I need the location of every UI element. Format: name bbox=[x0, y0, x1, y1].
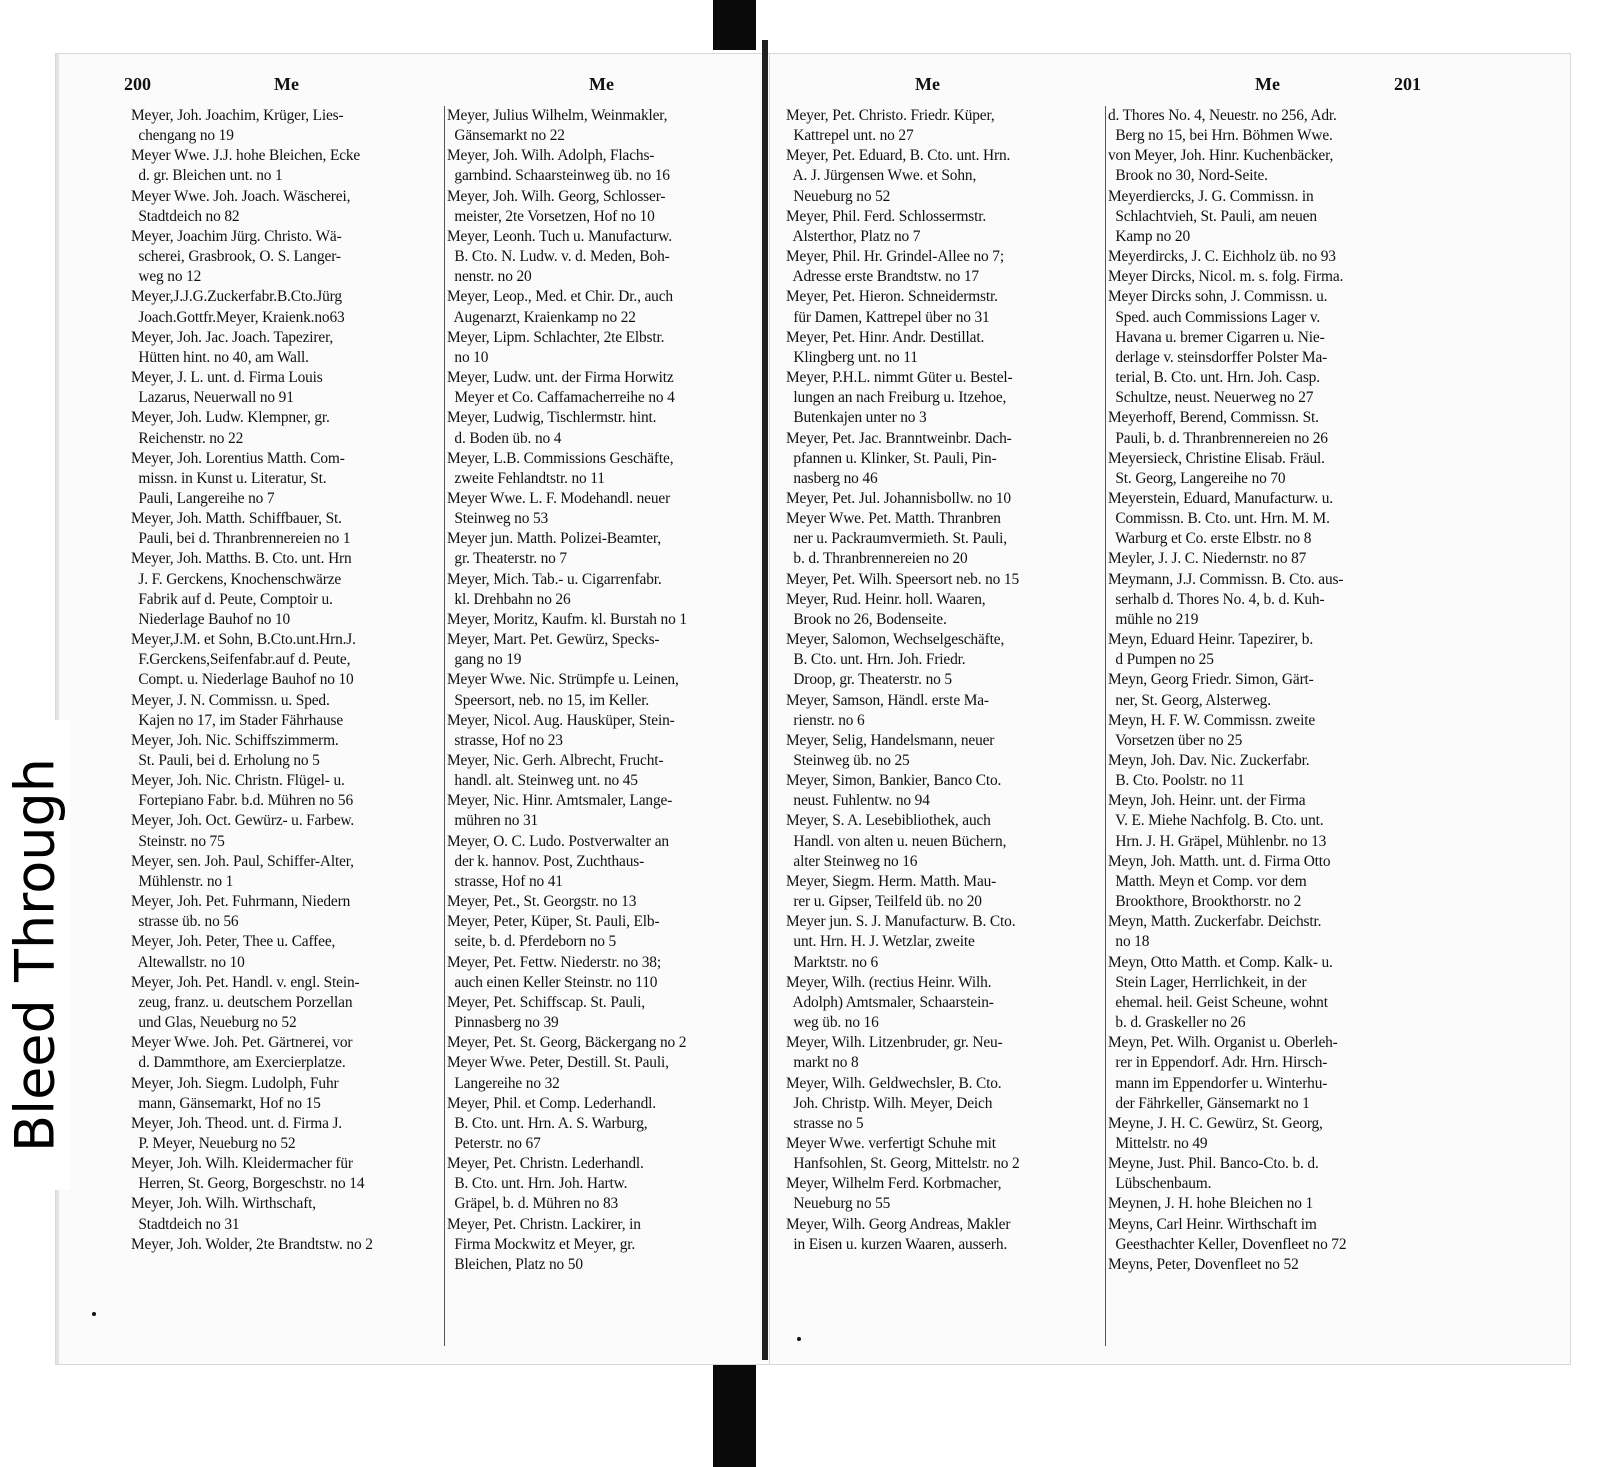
directory-line: Warburg et Co. erste Elbstr. no 8 bbox=[1108, 530, 1312, 548]
directory-line: Speersort, neb. no 15, im Keller. bbox=[447, 691, 650, 709]
directory-line: lungen an nach Freiburg u. Itzehoe, bbox=[786, 389, 1007, 407]
directory-line: Meyer, Samson, Händl. erste Ma- bbox=[786, 691, 989, 709]
directory-line: Hrn. J. H. Gräpel, Mühlenbr. no 13 bbox=[1108, 832, 1327, 850]
directory-line: Lübschenbaum. bbox=[1108, 1175, 1212, 1193]
directory-line: Bleichen, Platz no 50 bbox=[447, 1255, 583, 1273]
directory-line: Meyer, Pet. Jac. Branntweinbr. Dach- bbox=[786, 429, 1012, 447]
directory-line: Meyer,J.J.G.Zuckerfabr.B.Cto.Jürg bbox=[131, 288, 342, 306]
right-page bbox=[770, 54, 1570, 1364]
directory-line: Steinweg üb. no 25 bbox=[786, 752, 910, 769]
directory-line: Meyer, Joh. Nic. Schiffszimmerm. bbox=[131, 731, 339, 749]
directory-line: rer in Eppendorf. Adr. Hrn. Hirsch- bbox=[1108, 1054, 1328, 1072]
running-head-left-col1: Me bbox=[274, 74, 299, 94]
directory-line: strasse, Hof no 23 bbox=[447, 731, 563, 749]
left-column-2 bbox=[447, 106, 765, 1275]
directory-line: Meyer, Leop., Med. et Chir. Dr., auch bbox=[447, 288, 673, 306]
directory-line: Meyer Wwe. Pet. Matth. Thranbren bbox=[786, 510, 1001, 528]
directory-line: Meyer jun. S. J. Manufacturw. B. Cto. bbox=[786, 913, 1016, 931]
directory-line: Alsterthor, Platz no 7 bbox=[786, 227, 921, 245]
directory-line: Meyer, Ludw. unt. der Firma Horwitz bbox=[447, 369, 674, 387]
directory-line: Meyersieck, Christine Elisab. Fräul. bbox=[1108, 449, 1325, 467]
directory-line: Steinstr. no 75 bbox=[131, 832, 225, 850]
directory-line: d Pumpen no 25 bbox=[1108, 651, 1214, 669]
directory-line: Meyer, Joh. Theod. unt. d. Firma J. bbox=[131, 1114, 343, 1132]
directory-line: Meyne, Just. Phil. Banco-Cto. b. d. bbox=[1108, 1155, 1319, 1173]
directory-line: Meyer, Julius Wilhelm, Weinmakler, bbox=[447, 107, 668, 124]
directory-line: gang no 19 bbox=[447, 651, 522, 669]
directory-line: Meyn, Georg Friedr. Simon, Gärt- bbox=[1108, 671, 1314, 689]
directory-line: Schultze, neust. Neuerweg no 27 bbox=[1108, 389, 1314, 407]
directory-line: B. Cto. N. Ludw. v. d. Meden, Boh- bbox=[447, 248, 670, 266]
directory-line: Compt. u. Niederlage Bauhof no 10 bbox=[131, 671, 354, 689]
directory-line: Meyer,J.M. et Sohn, B.Cto.unt.Hrn.J. bbox=[131, 631, 356, 649]
directory-line: Meyer Wwe. Peter, Destill. St. Pauli, bbox=[447, 1054, 669, 1072]
directory-line: Meyer, Joh. Ludw. Klempner, gr. bbox=[131, 409, 330, 427]
directory-line: Meyer, Nic. Hinr. Amtsmaler, Lange- bbox=[447, 792, 673, 810]
directory-line: Meyer, Joh. Jac. Joach. Tapezirer, bbox=[131, 328, 334, 346]
directory-line: Niederlage Bauhof no 10 bbox=[131, 610, 291, 628]
directory-line: meister, 2te Vorsetzen, Hof no 10 bbox=[447, 207, 655, 225]
directory-line: Meyer, Joh. Wilh. Adolph, Flachs- bbox=[447, 147, 655, 165]
directory-line: für Damen, Kattrepel über no 31 bbox=[786, 308, 990, 326]
directory-line: Meyer, Joh. Pet. Fuhrmann, Niedern bbox=[131, 893, 351, 911]
directory-line: Firma Mockwitz et Meyer, gr. bbox=[447, 1235, 636, 1253]
directory-line: ehemal. heil. Geist Scheune, wohnt bbox=[1108, 993, 1328, 1011]
directory-line: Fortepiano Fabr. b.d. Mühren no 56 bbox=[131, 792, 354, 810]
directory-line: Meyer, sen. Joh. Paul, Schiffer-Alter, bbox=[131, 852, 354, 870]
directory-line: Herren, St. Georg, Borgeschstr. no 14 bbox=[131, 1175, 365, 1193]
gutter-bar-bottom bbox=[713, 1355, 756, 1467]
directory-line: Meyer, Joh. Matths. B. Cto. unt. Hrn bbox=[131, 550, 352, 568]
directory-line: Meymann, J.J. Commissn. B. Cto. aus- bbox=[1108, 570, 1344, 588]
directory-line: b. d. Graskeller no 26 bbox=[1108, 1014, 1246, 1032]
directory-line: Pinnasberg no 39 bbox=[447, 1014, 559, 1032]
directory-line: Meyer, Joh. Wilh. Georg, Schlosser- bbox=[447, 187, 666, 205]
directory-line: Meyer, Leonh. Tuch u. Manufacturw. bbox=[447, 227, 672, 245]
directory-line: Meyer Wwe. Nic. Strümpfe u. Leinen, bbox=[447, 671, 679, 689]
directory-line: Butenkajen unter no 3 bbox=[786, 409, 927, 427]
directory-line: strasse no 5 bbox=[786, 1114, 864, 1132]
book-spine bbox=[762, 40, 768, 1360]
directory-line: Meyer, Pet. Christn. Lederhandl. bbox=[447, 1155, 644, 1173]
directory-line: Meyer, Joh. Peter, Thee u. Caffee, bbox=[131, 933, 336, 951]
directory-line: ner, St. Georg, Alsterweg. bbox=[1108, 691, 1271, 709]
directory-line: Meyer, Wilh. Georg Andreas, Makler bbox=[786, 1215, 1011, 1233]
left-column-1 bbox=[131, 106, 443, 1255]
directory-line: Stadtdeich no 31 bbox=[131, 1215, 240, 1233]
directory-line: Hanfsohlen, St. Georg, Mittelstr. no 2 bbox=[786, 1155, 1020, 1173]
directory-line: Meyer, Pet. Hieron. Schneidermstr. bbox=[786, 288, 998, 306]
directory-line: pfannen u. Klinker, St. Pauli, Pin- bbox=[786, 449, 997, 467]
directory-line: Meyns, Peter, Dovenfleet no 52 bbox=[1108, 1255, 1299, 1273]
directory-line: Meyler, J. J. C. Niedernstr. no 87 bbox=[1108, 550, 1307, 568]
directory-line: Meyne, J. H. C. Gewürz, St. Georg, bbox=[1108, 1114, 1323, 1132]
column-rule bbox=[1105, 106, 1106, 1346]
directory-line: rer u. Gipser, Teilfeld üb. no 20 bbox=[786, 893, 982, 911]
directory-line: Meyer, Mich. Tab.- u. Cigarrenfabr. bbox=[447, 570, 662, 588]
directory-line: zeug, franz. u. deutschem Porzellan bbox=[131, 993, 353, 1011]
directory-line: Peterstr. no 67 bbox=[447, 1134, 541, 1152]
directory-line: no 10 bbox=[447, 348, 489, 366]
directory-line: serhalb d. Thores No. 4, b. d. Kuh- bbox=[1108, 590, 1325, 608]
directory-line: d. Boden üb. no 4 bbox=[447, 429, 562, 447]
directory-line: A. J. Jürgensen Wwe. et Sohn, bbox=[786, 167, 977, 185]
directory-line: Meyn, Joh. Matth. unt. d. Firma Otto bbox=[1108, 852, 1331, 870]
directory-line: Joh. Christp. Wilh. Meyer, Deich bbox=[786, 1094, 993, 1112]
directory-line: Meyer, Simon, Bankier, Banco Cto. bbox=[786, 772, 1002, 790]
directory-line: Brook no 30, Nord-Seite. bbox=[1108, 167, 1268, 185]
directory-line: Meyer, S. A. Lesebibliothek, auch bbox=[786, 812, 991, 830]
directory-line: B. Cto. unt. Hrn. A. S. Warburg, bbox=[447, 1114, 648, 1132]
directory-line: Meyer, J. N. Commissn. u. Sped. bbox=[131, 691, 330, 709]
directory-line: von Meyer, Joh. Hinr. Kuchenbäcker, bbox=[1108, 147, 1334, 165]
directory-line: Meyer, Moritz, Kaufm. kl. Burstah no 1 bbox=[447, 610, 687, 628]
directory-line: Meyer, Ludwig, Tischlermstr. hint. bbox=[447, 409, 657, 427]
directory-line: terial, B. Cto. unt. Hrn. Joh. Casp. bbox=[1108, 369, 1320, 387]
directory-line: d. Dammthore, am Exercierplatze. bbox=[131, 1054, 346, 1072]
directory-line: Meyer, Pet. Christo. Friedr. Küper, bbox=[786, 107, 995, 124]
directory-line: mann, Gänsemarkt, Hof no 15 bbox=[131, 1094, 321, 1112]
directory-line: Meyer Dircks sohn, J. Commissn. u. bbox=[1108, 288, 1328, 306]
directory-line: mühle no 219 bbox=[1108, 610, 1199, 628]
directory-line: Meyer, Pet. Jul. Johannisbollw. no 10 bbox=[786, 489, 1011, 507]
directory-line: Stein Lager, Herrlichkeit, in der bbox=[1108, 973, 1307, 991]
directory-line: Meyer, Joh. Siegm. Ludolph, Fuhr bbox=[131, 1074, 339, 1092]
directory-line: derlage v. steinsdorffer Polster Ma- bbox=[1108, 348, 1328, 366]
directory-line: Neueburg no 52 bbox=[786, 187, 891, 205]
directory-line: Meyer, Salomon, Wechselgeschäfte, bbox=[786, 631, 1005, 649]
directory-line: Handl. von alten u. neuen Büchern, bbox=[786, 832, 1007, 850]
directory-line: Brook no 26, Bodenseite. bbox=[786, 610, 947, 628]
directory-line: Meyer, Joh. Lorentius Matth. Com- bbox=[131, 449, 345, 467]
directory-line: auch einen Keller Steinstr. no 110 bbox=[447, 973, 658, 991]
directory-line: Meyer, Pet. Hinr. Andr. Destillat. bbox=[786, 328, 985, 346]
directory-line: Kamp no 20 bbox=[1108, 227, 1190, 245]
right-column-2 bbox=[1108, 106, 1428, 1275]
directory-line: Meyer, Nic. Gerh. Albrecht, Frucht- bbox=[447, 752, 664, 769]
directory-line: Meyerdiercks, J. G. Commissn. in bbox=[1108, 187, 1314, 205]
directory-line: Joach.Gottfr.Meyer, Kraienk.no63 bbox=[131, 308, 345, 326]
directory-line: Meyer, Wilh. (rectius Heinr. Wilh. bbox=[786, 973, 992, 991]
directory-line: gr. Theaterstr. no 7 bbox=[447, 550, 567, 568]
directory-line: Sped. auch Commissions Lager v. bbox=[1108, 308, 1321, 326]
directory-line: Berg no 15, bei Hrn. Böhmen Wwe. bbox=[1108, 127, 1333, 145]
directory-line: rienstr. no 6 bbox=[786, 711, 865, 729]
directory-line: Meyerstein, Eduard, Manufacturw. u. bbox=[1108, 489, 1333, 507]
directory-line: Klingberg unt. no 11 bbox=[786, 348, 918, 366]
directory-line: nenstr. no 20 bbox=[447, 268, 532, 286]
directory-line: Meyer, Joachim Jürg. Christo. Wä- bbox=[131, 227, 342, 245]
running-head-right-col1: Me bbox=[915, 74, 940, 94]
directory-line: zweite Fehlandtstr. no 11 bbox=[447, 469, 605, 487]
directory-line: Meyer, Phil. Ferd. Schlossermstr. bbox=[786, 207, 987, 225]
directory-line: strasse üb. no 56 bbox=[131, 913, 239, 931]
directory-line: Meyer, Joh. Nic. Christn. Flügel- u. bbox=[131, 772, 345, 790]
directory-line: Meyn, H. F. W. Commissn. zweite bbox=[1108, 711, 1316, 729]
directory-line: Meyerdircks, J. C. Eichholz üb. no 93 bbox=[1108, 248, 1336, 266]
directory-line: Adolph) Amtsmaler, Schaarstein- bbox=[786, 993, 994, 1011]
directory-line: J. F. Gerckens, Knochenschwärze bbox=[131, 570, 342, 588]
directory-line: Fabrik auf d. Peute, Comptoir u. bbox=[131, 590, 333, 608]
directory-line: der Fährkeller, Gänsemarkt no 1 bbox=[1108, 1094, 1310, 1112]
directory-line: Meyer, Peter, Küper, St. Pauli, Elb- bbox=[447, 913, 660, 931]
directory-line: Meyer, Joh. Matth. Schiffbauer, St. bbox=[131, 510, 342, 528]
directory-line: neust. Fuhlentw. no 94 bbox=[786, 792, 930, 810]
directory-line: P. Meyer, Neueburg no 52 bbox=[131, 1134, 296, 1152]
directory-line: Meyer, Pet. Christn. Lackirer, in bbox=[447, 1215, 641, 1233]
directory-line: ner u. Packraumvermieth. St. Pauli, bbox=[786, 530, 1007, 548]
directory-line: Schlachtvieh, St. Pauli, am neuen bbox=[1108, 207, 1317, 225]
directory-line: strasse, Hof no 41 bbox=[447, 872, 563, 890]
directory-line: Neueburg no 55 bbox=[786, 1195, 891, 1213]
directory-line: b. d. Thranbrennereien no 20 bbox=[786, 550, 968, 568]
directory-line: in Eisen u. kurzen Waaren, ausserh. bbox=[786, 1235, 1008, 1253]
directory-line: Meyer, Wilh. Geldwechsler, B. Cto. bbox=[786, 1074, 1002, 1092]
directory-line: Meyn, Joh. Heinr. unt. der Firma bbox=[1108, 792, 1306, 810]
directory-line: Meyer et Co. Caffamacherreihe no 4 bbox=[447, 389, 675, 407]
directory-line: B. Cto. Poolstr. no 11 bbox=[1108, 772, 1245, 790]
directory-line: Meyer Wwe. L. F. Modehandl. neuer bbox=[447, 489, 671, 507]
directory-line: Pauli, b. d. Thranbrennereien no 26 bbox=[1108, 429, 1328, 447]
directory-line: Meyerhoff, Berend, Commissn. St. bbox=[1108, 409, 1319, 427]
directory-line: Adresse erste Brandtstw. no 17 bbox=[786, 268, 979, 286]
directory-line: Meyn, Matth. Zuckerfabr. Deichstr. bbox=[1108, 913, 1322, 931]
directory-line: Brookthore, Brookthorstr. no 2 bbox=[1108, 893, 1302, 911]
directory-line: kl. Drehbahn no 26 bbox=[447, 590, 571, 608]
directory-line: Augenarzt, Kraienkamp no 22 bbox=[447, 308, 636, 326]
running-head-right-col2: Me bbox=[1255, 74, 1280, 94]
directory-line: Geesthachter Keller, Dovenfleet no 72 bbox=[1108, 1235, 1347, 1253]
directory-line: Meyer, P.H.L. nimmt Güter u. Bestel- bbox=[786, 369, 1013, 387]
directory-line: unt. Hrn. H. J. Wetzlar, zweite bbox=[786, 933, 975, 951]
directory-line: Marktstr. no 6 bbox=[786, 953, 879, 971]
directory-line: markt no 8 bbox=[786, 1054, 859, 1072]
directory-line: Meyer, Phil. et Comp. Lederhandl. bbox=[447, 1094, 657, 1112]
directory-line: Stadtdeich no 82 bbox=[131, 207, 240, 225]
directory-line: handl. alt. Steinweg unt. no 45 bbox=[447, 772, 638, 790]
directory-line: Meyer, Lipm. Schlachter, 2te Elbstr. bbox=[447, 328, 665, 346]
directory-line: Meyer, Pet. Wilh. Speersort neb. no 15 bbox=[786, 570, 1020, 588]
directory-line: B. Cto. unt. Hrn. Joh. Friedr. bbox=[786, 651, 966, 669]
directory-line: Meyer, Phil. Hr. Grindel-Allee no 7; bbox=[786, 248, 1004, 266]
directory-line: Meyer, Pet., St. Georgstr. no 13 bbox=[447, 893, 637, 911]
directory-line: Meyer, Joh. Wilh. Kleidermacher für bbox=[131, 1155, 353, 1173]
directory-line: Kajen no 17, im Stader Fährhause bbox=[131, 711, 344, 729]
directory-line: Commissn. B. Cto. unt. Hrn. M. M. bbox=[1108, 510, 1330, 528]
left-page bbox=[56, 54, 771, 1364]
directory-line: Meyn, Eduard Heinr. Tapezirer, b. bbox=[1108, 631, 1314, 649]
directory-line: Meyn, Joh. Dav. Nic. Zuckerfabr. bbox=[1108, 752, 1310, 769]
directory-line: garnbind. Schaarsteinweg üb. no 16 bbox=[447, 167, 670, 185]
directory-line: Meyer, Selig, Handelsmann, neuer bbox=[786, 731, 995, 749]
directory-line: chengang no 19 bbox=[131, 127, 234, 145]
directory-line: Gräpel, b. d. Mühren no 83 bbox=[447, 1195, 619, 1213]
directory-line: Matth. Meyn et Comp. vor dem bbox=[1108, 872, 1307, 890]
ink-speck bbox=[797, 1337, 801, 1341]
directory-line: Steinweg no 53 bbox=[447, 510, 549, 528]
directory-line: Meynen, J. H. hohe Bleichen no 1 bbox=[1108, 1195, 1314, 1213]
directory-line: Meyer, Siegm. Herm. Matth. Mau- bbox=[786, 872, 997, 890]
directory-line: Meyer, Joh. Oct. Gewürz- u. Farbew. bbox=[131, 812, 355, 830]
directory-line: Reichenstr. no 22 bbox=[131, 429, 244, 447]
directory-line: Meyer, Wilhelm Ferd. Korbmacher, bbox=[786, 1175, 1002, 1193]
directory-line: Hütten hint. no 40, am Wall. bbox=[131, 348, 309, 366]
directory-line: Meyer Dircks, Nicol. m. s. folg. Firma. bbox=[1108, 268, 1344, 286]
directory-line: B. Cto. unt. Hrn. Joh. Hartw. bbox=[447, 1175, 628, 1193]
directory-line: Droop, gr. Theaterstr. no 5 bbox=[786, 671, 952, 689]
directory-line: Meyn, Pet. Wilh. Organist u. Oberleh- bbox=[1108, 1034, 1338, 1052]
page-number-left: 200 bbox=[124, 74, 151, 94]
directory-line: der k. hannov. Post, Zuchthaus- bbox=[447, 852, 645, 870]
directory-line: Meyer, J. L. unt. d. Firma Louis bbox=[131, 369, 323, 387]
directory-line: Altewallstr. no 10 bbox=[131, 953, 245, 971]
running-head-left-col2: Me bbox=[589, 74, 614, 94]
directory-line: Meyer Wwe. verfertigt Schuhe mit bbox=[786, 1134, 996, 1152]
directory-line: St. Pauli, bei d. Erholung no 5 bbox=[131, 752, 320, 769]
directory-line: Langereihe no 32 bbox=[447, 1074, 560, 1092]
directory-line: und Glas, Neueburg no 52 bbox=[131, 1014, 297, 1032]
bleed-through-label: Bleed Through bbox=[3, 758, 67, 1152]
directory-line: scherei, Grasbrook, O. S. Langer- bbox=[131, 248, 341, 266]
directory-line: weg üb. no 16 bbox=[786, 1014, 879, 1032]
directory-line: Lazarus, Neuerwall no 91 bbox=[131, 389, 294, 407]
directory-line: F.Gerckens,Seifenfabr.auf d. Peute, bbox=[131, 651, 351, 669]
page-number-right: 201 bbox=[1394, 74, 1421, 94]
directory-line: Meyer Wwe. J.J. hohe Bleichen, Ecke bbox=[131, 147, 361, 165]
directory-line: St. Georg, Langereihe no 70 bbox=[1108, 469, 1286, 487]
directory-line: Meyer, Joh. Joachim, Krüger, Lies- bbox=[131, 107, 344, 124]
directory-line: Meyer, Nicol. Aug. Hausküper, Stein- bbox=[447, 711, 675, 729]
directory-line: Havana u. bremer Cigarren u. Nie- bbox=[1108, 328, 1325, 346]
directory-line: Meyer jun. Matth. Polizei-Beamter, bbox=[447, 530, 661, 548]
directory-line: Meyns, Carl Heinr. Wirthschaft im bbox=[1108, 1215, 1317, 1233]
directory-line: Mühlenstr. no 1 bbox=[131, 872, 234, 890]
directory-line: Pauli, bei d. Thranbrennereien no 1 bbox=[131, 530, 351, 548]
directory-line: seite, b. d. Pferdeborn no 5 bbox=[447, 933, 617, 951]
right-column-1 bbox=[786, 106, 1104, 1255]
directory-line: Meyer, Joh. Wolder, 2te Brandtstw. no 2 bbox=[131, 1235, 373, 1253]
directory-line: Kattrepel unt. no 27 bbox=[786, 127, 914, 145]
directory-line: Mittelstr. no 49 bbox=[1108, 1134, 1208, 1152]
directory-line: Meyer Wwe. Joh. Pet. Gärtnerei, vor bbox=[131, 1034, 353, 1052]
column-rule bbox=[444, 106, 445, 1346]
directory-line: alter Steinweg no 16 bbox=[786, 852, 918, 870]
directory-line: mühren no 31 bbox=[447, 812, 539, 830]
directory-line: V. E. Miehe Nachfolg. B. Cto. unt. bbox=[1108, 812, 1324, 830]
directory-line: Meyer, Rud. Heinr. holl. Waaren, bbox=[786, 590, 986, 608]
directory-line: missn. in Kunst u. Literatur, St. bbox=[131, 469, 327, 487]
directory-line: Meyer, O. C. Ludo. Postverwalter an bbox=[447, 832, 669, 850]
directory-line: Meyer, Pet. Schiffscap. St. Pauli, bbox=[447, 993, 645, 1011]
directory-line: Meyer, Joh. Wilh. Wirthschaft, bbox=[131, 1195, 316, 1213]
directory-line: nasberg no 46 bbox=[786, 469, 878, 487]
directory-line: Meyer, Joh. Pet. Handl. v. engl. Stein- bbox=[131, 973, 360, 991]
directory-line: Gänsemarkt no 22 bbox=[447, 127, 565, 145]
directory-line: mann im Eppendorfer u. Winterhu- bbox=[1108, 1074, 1328, 1092]
directory-line: weg no 12 bbox=[131, 268, 202, 286]
directory-line: Meyer Wwe. Joh. Joach. Wäscherei, bbox=[131, 187, 351, 205]
directory-line: Meyer, Pet. Eduard, B. Cto. unt. Hrn. bbox=[786, 147, 1011, 165]
directory-line: d. gr. Bleichen unt. no 1 bbox=[131, 167, 283, 185]
directory-line: Vorsetzen über no 25 bbox=[1108, 731, 1243, 749]
directory-line: Pauli, Langereihe no 7 bbox=[131, 489, 275, 507]
ink-speck bbox=[92, 1312, 96, 1316]
directory-line: d. Thores No. 4, Neuestr. no 256, Adr. bbox=[1108, 107, 1337, 124]
directory-line: Meyn, Otto Matth. et Comp. Kalk- u. bbox=[1108, 953, 1333, 971]
directory-line: Meyer, Pet. St. Georg, Bäckergang no 2 bbox=[447, 1034, 687, 1052]
gutter-bar-top bbox=[713, 0, 756, 50]
directory-line: Meyer, Wilh. Litzenbruder, gr. Neu- bbox=[786, 1034, 1003, 1052]
directory-line: Meyer, L.B. Commissions Geschäfte, bbox=[447, 449, 674, 467]
directory-line: Meyer, Mart. Pet. Gewürz, Specks- bbox=[447, 631, 660, 649]
directory-line: Meyer, Pet. Fettw. Niederstr. no 38; bbox=[447, 953, 661, 971]
directory-line: no 18 bbox=[1108, 933, 1150, 951]
